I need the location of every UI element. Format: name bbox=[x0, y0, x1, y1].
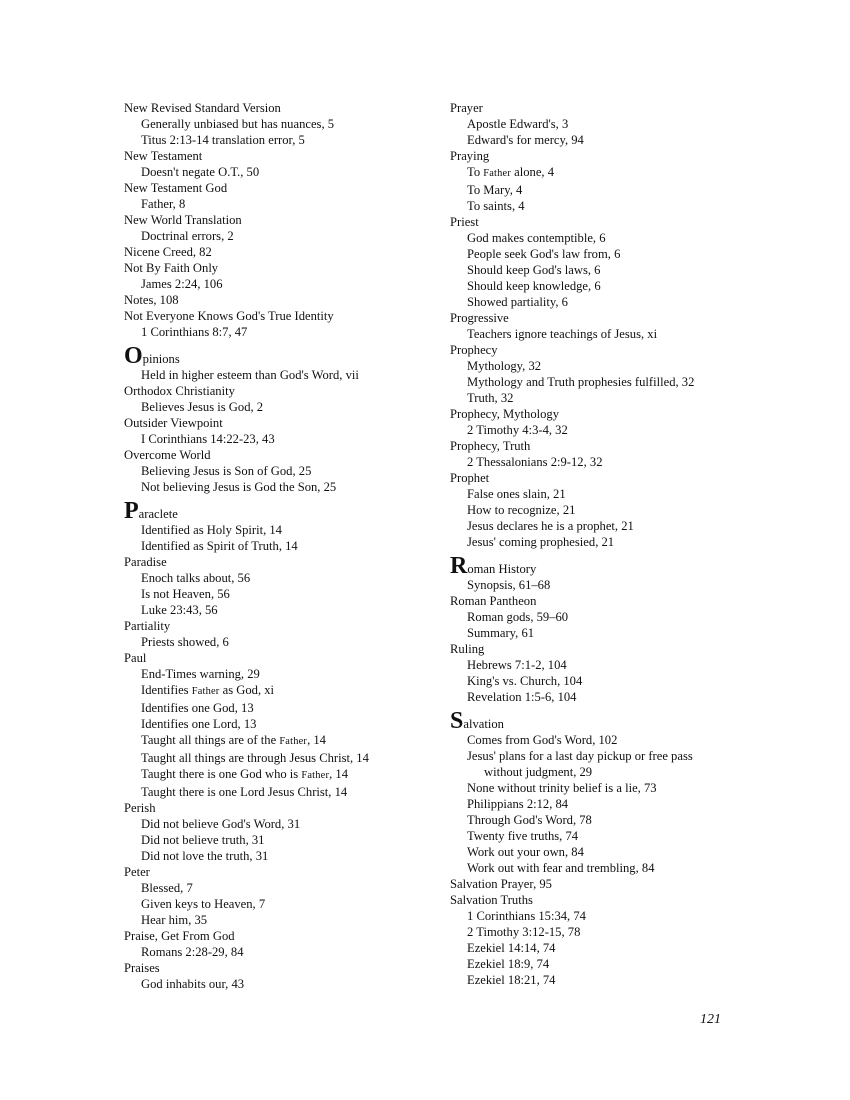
index-subentry: Hear him, 35 bbox=[141, 913, 208, 927]
section-heading-p bbox=[124, 498, 464, 524]
index-subentry: Enoch talks about, 56 bbox=[141, 571, 251, 585]
index-subentry: 2 Timothy 3:12-15, 78 bbox=[467, 925, 581, 939]
index-subentry: Revelation 1:5-6, 104 bbox=[467, 690, 577, 704]
index-subentry: Identified as Holy Spirit, 14 bbox=[141, 523, 282, 537]
index-entry: Paradise bbox=[124, 555, 167, 569]
index-subentry: Through God's Word, 78 bbox=[467, 813, 592, 827]
index-entry: Perish bbox=[124, 801, 156, 815]
index-entry: Ruling bbox=[450, 642, 485, 656]
section-heading-r bbox=[450, 553, 730, 579]
index-subentry: Father, 8 bbox=[141, 197, 186, 211]
index-subentry: Romans 2:28-29, 84 bbox=[141, 945, 244, 959]
index-subentry: King's vs. Church, 104 bbox=[467, 674, 583, 688]
index-entry: Prayer bbox=[450, 101, 483, 115]
index-entry: Not Everyone Knows God's True Identity bbox=[124, 309, 334, 323]
index-entry: Progressive bbox=[450, 311, 509, 325]
index-subentry: Did not love the truth, 31 bbox=[141, 849, 269, 863]
index-subentry: Mythology, 32 bbox=[467, 359, 542, 373]
index-entry: Notes, 108 bbox=[124, 293, 179, 307]
small-caps-father: Father bbox=[301, 770, 330, 781]
index-entry: Praying bbox=[450, 149, 490, 163]
index-entry: Roman Pantheon bbox=[450, 594, 537, 608]
index-subentry: Philippians 2:12, 84 bbox=[467, 797, 569, 811]
text-run: Taught there is one God who is bbox=[141, 767, 302, 781]
index-subentry: Luke 23:43, 56 bbox=[141, 603, 218, 617]
section-letter: S bbox=[450, 708, 464, 734]
index-subentry: Should keep knowledge, 6 bbox=[467, 279, 601, 293]
index-subentry: Given keys to Heaven, 7 bbox=[141, 897, 266, 911]
index-entry: Outsider Viewpoint bbox=[124, 416, 223, 430]
index-subentry: Ezekiel 18:21, 74 bbox=[467, 973, 556, 987]
index-subentry: People seek God's law from, 6 bbox=[467, 247, 621, 261]
section-heading-rest: pinions bbox=[142, 352, 180, 366]
section-letter: O bbox=[124, 343, 143, 369]
index-subentry bbox=[450, 164, 730, 182]
index-subentry: Identified as Spirit of Truth, 14 bbox=[141, 539, 298, 553]
index-subentry: God makes contemptible, 6 bbox=[467, 231, 606, 245]
text-run: Taught all things are of the bbox=[141, 733, 280, 747]
index-subentry: Hebrews 7:1-2, 104 bbox=[467, 658, 567, 672]
index-entry: Nicene Creed, 82 bbox=[124, 245, 212, 259]
index-subentry: Identifies one Lord, 13 bbox=[141, 717, 257, 731]
index-entry: Praises bbox=[124, 961, 160, 975]
index-entry: Peter bbox=[124, 865, 150, 879]
text-run: as God, xi bbox=[219, 683, 275, 697]
index-subentry: Jesus declares he is a prophet, 21 bbox=[467, 519, 634, 533]
index-entry: Salvation Prayer, 95 bbox=[450, 877, 552, 891]
index-subentry: Apostle Edward's, 3 bbox=[467, 117, 569, 131]
index-subentry: Summary, 61 bbox=[467, 626, 535, 640]
section-heading-rest: araclete bbox=[138, 507, 178, 521]
index-entry: New World Translation bbox=[124, 213, 242, 227]
index-subentry: Teachers ignore teachings of Jesus, xi bbox=[467, 327, 658, 341]
text-run: , 14 bbox=[307, 733, 326, 747]
index-subentry: Jesus' coming prophesied, 21 bbox=[467, 535, 615, 549]
index-entry: Praise, Get From God bbox=[124, 929, 235, 943]
index-subentry: Truth, 32 bbox=[467, 391, 514, 405]
index-subentry: Priests showed, 6 bbox=[141, 635, 229, 649]
index-entry: Priest bbox=[450, 215, 479, 229]
index-subentry: Mythology and Truth prophesies fulfilled, 32 bbox=[467, 375, 695, 389]
index-subentry: Jesus' plans for a last day pickup or free pass without judgment, 29 bbox=[467, 749, 693, 779]
index-subentry: How to recognize, 21 bbox=[467, 503, 576, 517]
index-entry: Prophecy bbox=[450, 343, 498, 357]
index-subentry: Identifies one God, 13 bbox=[141, 701, 254, 715]
index-subentry: Showed partiality, 6 bbox=[467, 295, 568, 309]
text-run: alone, 4 bbox=[511, 165, 555, 179]
text-run: To bbox=[467, 165, 484, 179]
index-subentry: Not believing Jesus is God the Son, 25 bbox=[141, 480, 337, 494]
index-entry: Partiality bbox=[124, 619, 171, 633]
index-subentry: False ones slain, 21 bbox=[467, 487, 566, 501]
text-run: Identifies bbox=[141, 683, 192, 697]
index-subentry: Doesn't negate O.T., 50 bbox=[141, 165, 260, 179]
index-entry: Paul bbox=[124, 651, 147, 665]
index-subentry: Believes Jesus is God, 2 bbox=[141, 400, 264, 414]
index-subentry: James 2:24, 106 bbox=[141, 277, 223, 291]
index-subentry bbox=[124, 732, 464, 750]
index-subentry: 2 Timothy 4:3-4, 32 bbox=[467, 423, 568, 437]
index-subentry: 2 Thessalonians 2:9-12, 32 bbox=[467, 455, 603, 469]
section-heading-s bbox=[450, 708, 730, 734]
index-subentry: Did not believe truth, 31 bbox=[141, 833, 265, 847]
index-entry: Salvation Truths bbox=[450, 893, 533, 907]
index-subentry: Synopsis, 61–68 bbox=[467, 578, 551, 592]
section-letter: P bbox=[124, 498, 139, 524]
index-subentry: Ezekiel 18:9, 74 bbox=[467, 957, 550, 971]
section-heading-rest: oman History bbox=[467, 562, 537, 576]
index-subentry: Doctrinal errors, 2 bbox=[141, 229, 234, 243]
index-subentry: Believing Jesus is Son of God, 25 bbox=[141, 464, 312, 478]
index-entry: New Revised Standard Version bbox=[124, 101, 281, 115]
index-subentry: Taught there is one Lord Jesus Christ, 14 bbox=[141, 785, 348, 799]
index-column-right bbox=[450, 100, 730, 988]
index-subentry: Should keep God's laws, 6 bbox=[467, 263, 601, 277]
index-entry: Prophecy, Truth bbox=[450, 439, 531, 453]
index-subentry: Did not believe God's Word, 31 bbox=[141, 817, 301, 831]
section-heading-rest: alvation bbox=[463, 717, 504, 731]
index-entry: Orthodox Christianity bbox=[124, 384, 235, 398]
index-subentry: Titus 2:13-14 translation error, 5 bbox=[141, 133, 305, 147]
index-entry: New Testament God bbox=[124, 181, 228, 195]
index-subentry: None without trinity belief is a lie, 73 bbox=[467, 781, 657, 795]
index-subentry: Twenty five truths, 74 bbox=[467, 829, 579, 843]
index-subentry: Work out your own, 84 bbox=[467, 845, 584, 859]
index-subentry: To Mary, 4 bbox=[467, 183, 523, 197]
index-subentry bbox=[124, 682, 464, 700]
index-column-left bbox=[124, 100, 464, 992]
index-subentry: Is not Heaven, 56 bbox=[141, 587, 230, 601]
index-subentry: Roman gods, 59–60 bbox=[467, 610, 569, 624]
index-subentry: Edward's for mercy, 94 bbox=[467, 133, 584, 147]
section-heading-o bbox=[124, 343, 464, 369]
small-caps-father: Father bbox=[279, 736, 308, 747]
index-entry: New Testament bbox=[124, 149, 203, 163]
index-subentry: I Corinthians 14:22-23, 43 bbox=[141, 432, 275, 446]
index-subentry: To saints, 4 bbox=[467, 199, 525, 213]
index-entry: Overcome World bbox=[124, 448, 211, 462]
index-subentry: Generally unbiased but has nuances, 5 bbox=[141, 117, 335, 131]
small-caps-father: Father bbox=[191, 686, 220, 697]
index-subentry bbox=[124, 766, 464, 784]
index-subentry: Comes from God's Word, 102 bbox=[467, 733, 618, 747]
index-subentry: End-Times warning, 29 bbox=[141, 667, 260, 681]
index-subentry: Taught all things are through Jesus Christ, 14 bbox=[141, 751, 369, 765]
index-subentry: 1 Corinthians 15:34, 74 bbox=[467, 909, 586, 923]
small-caps-father: Father bbox=[483, 168, 512, 179]
section-letter: R bbox=[450, 553, 468, 579]
index-subentry: God inhabits our, 43 bbox=[141, 977, 245, 991]
index-subentry: Ezekiel 14:14, 74 bbox=[467, 941, 556, 955]
index-subentry: 1 Corinthians 8:7, 47 bbox=[141, 325, 248, 339]
index-entry: Prophet bbox=[450, 471, 490, 485]
page-number: 121 bbox=[700, 1012, 721, 1027]
index-subentry: Blessed, 7 bbox=[141, 881, 193, 895]
index-entry: Prophecy, Mythology bbox=[450, 407, 560, 421]
text-run: , 14 bbox=[329, 767, 349, 781]
index-entry: Not By Faith Only bbox=[124, 261, 219, 275]
index-subentry: Held in higher esteem than God's Word, vii bbox=[141, 368, 359, 382]
index-subentry: Work out with fear and trembling, 84 bbox=[467, 861, 655, 875]
